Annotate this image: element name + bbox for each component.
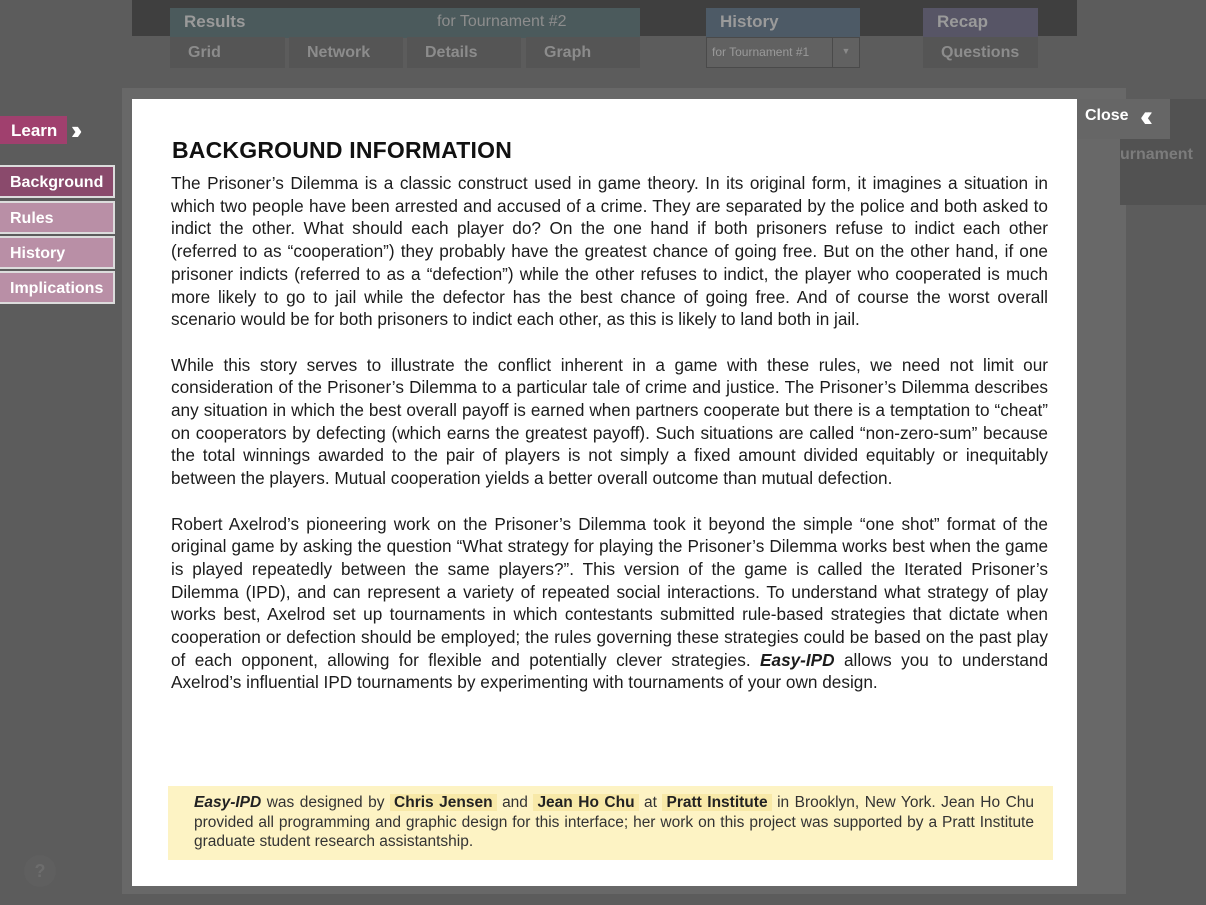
credits-text-1: was designed by: [266, 794, 385, 811]
double-chevron-right-icon[interactable]: ››: [71, 115, 77, 145]
credits-text-4: in Brooklyn, New York. Jean Ho Chu provided all programming and graphic design for this interface; her work on this project was supported by a Pratt Institute graduate student research assistantship.: [194, 794, 1035, 851]
tab-history-label: History: [720, 12, 779, 31]
tab-recap[interactable]: [923, 8, 1038, 38]
tab-results-label: Results: [184, 12, 246, 31]
modal-body: [171, 172, 1048, 717]
double-chevron-left-icon: ‹‹: [1140, 100, 1146, 133]
help-icon[interactable]: ?: [24, 855, 56, 887]
chevron-down-icon: ▼: [832, 38, 859, 67]
paragraph-3-tail: allows you to understand Axelrod’s influential IPD tournaments by experimenting with tournaments of your own design.: [171, 649, 1049, 693]
credit-name-1: Chris Jensen: [390, 794, 497, 811]
credit-org: Pratt Institute: [662, 794, 771, 811]
close-label: Close: [1085, 107, 1129, 124]
modal-title: BACKGROUND INFORMATION: [172, 137, 513, 163]
tab-results[interactable]: [170, 8, 640, 38]
credits-text-2: and: [502, 794, 528, 811]
credits-brand: Easy-IPD: [194, 794, 262, 811]
close-button[interactable]: [1077, 99, 1170, 139]
paragraph-3-text: Robert Axelrod’s pioneering work on the Prisoner’s Dilemma took it beyond the simple “one shot” format of the original game by asking the question “What strategy for playing the Prisoner’s Dilemma works best when the game is played repeatedly between the same players?”. This version of the game is called the Iterated Prisoner’s Dilemma (IPD), and can represent a variety of repeated social interactions. To understand what strategy of play works best, Axelrod set up tournaments in which contestants submitted rule-based strategies that dictate when cooperation or defection should be employed; the rules governing these strategies could be based on the past play of each opponent, allowing for flexible and potentially clever strategies.: [171, 513, 1048, 670]
credits-text-3: at: [644, 794, 657, 811]
subtab-grid[interactable]: Grid: [170, 37, 285, 68]
credit-name-2: Jean Ho Chu: [533, 794, 638, 811]
paragraph-2: While this story serves to illustrate the conflict inherent in a game with these rules, we need not limit our consideration of the Prisoner’s Dilemma to a particular tale of crime and justice. The Prisoner’s Dilemma describes any situation in which the best overall payoff is earned when partners cooperate but there is a temptation to “cheat” on cooperators by defecting (which earns the greatest payoff). Such situations are called “non-zero-sum” because the total winnings awarded to the pair of players is not simply a fixed amount divided equitably or inequitably between the players. Mutual cooperation yields a better overall outcome than mutual defection.: [171, 354, 1048, 489]
right-panel-label: urnament: [1120, 146, 1193, 163]
paragraph-1: The Prisoner’s Dilemma is a classic construct used in game theory. In its original form, it imagines a situation in which two people have been arrested and accused of a crime. They are separated by the police and both asked to indict the other. What should each player do? On the one hand if both prisoners refuse to indict each other (referred to as “cooperation”) they probably have the greatest chance of going free. But on the other hand, if one prisoner indicts (referred to as a “defection”) while the other refuses to indict, the player who cooperated is much more likely to go to jail while the defector has the best chance of going free. And of course the worst overall scenario would be for both prisoners to indict each other, as this is likely to land both in jail.: [171, 173, 1048, 330]
background-info-modal: [132, 99, 1077, 886]
history-tournament-select[interactable]: [706, 37, 860, 68]
subtab-details[interactable]: Details: [407, 37, 521, 68]
brand-name: Easy-IPD: [760, 649, 835, 670]
subtab-network[interactable]: Network: [289, 37, 403, 68]
subtab-graph[interactable]: Graph: [526, 37, 640, 68]
learn-button[interactable]: Learn: [0, 116, 67, 144]
paragraph-3: [171, 513, 1048, 695]
learn-item-implications[interactable]: Implications: [0, 271, 115, 304]
subtab-questions[interactable]: Questions: [923, 37, 1038, 68]
history-select-value: for Tournament #1: [712, 45, 810, 59]
tab-recap-label: Recap: [937, 12, 989, 31]
results-tournament-label: for Tournament #2: [437, 13, 567, 30]
learn-item-background[interactable]: Background: [0, 165, 115, 198]
learn-item-history[interactable]: History: [0, 236, 115, 269]
credits-box: [168, 786, 1053, 860]
tab-history[interactable]: [706, 8, 860, 38]
learn-item-rules[interactable]: Rules: [0, 201, 115, 234]
